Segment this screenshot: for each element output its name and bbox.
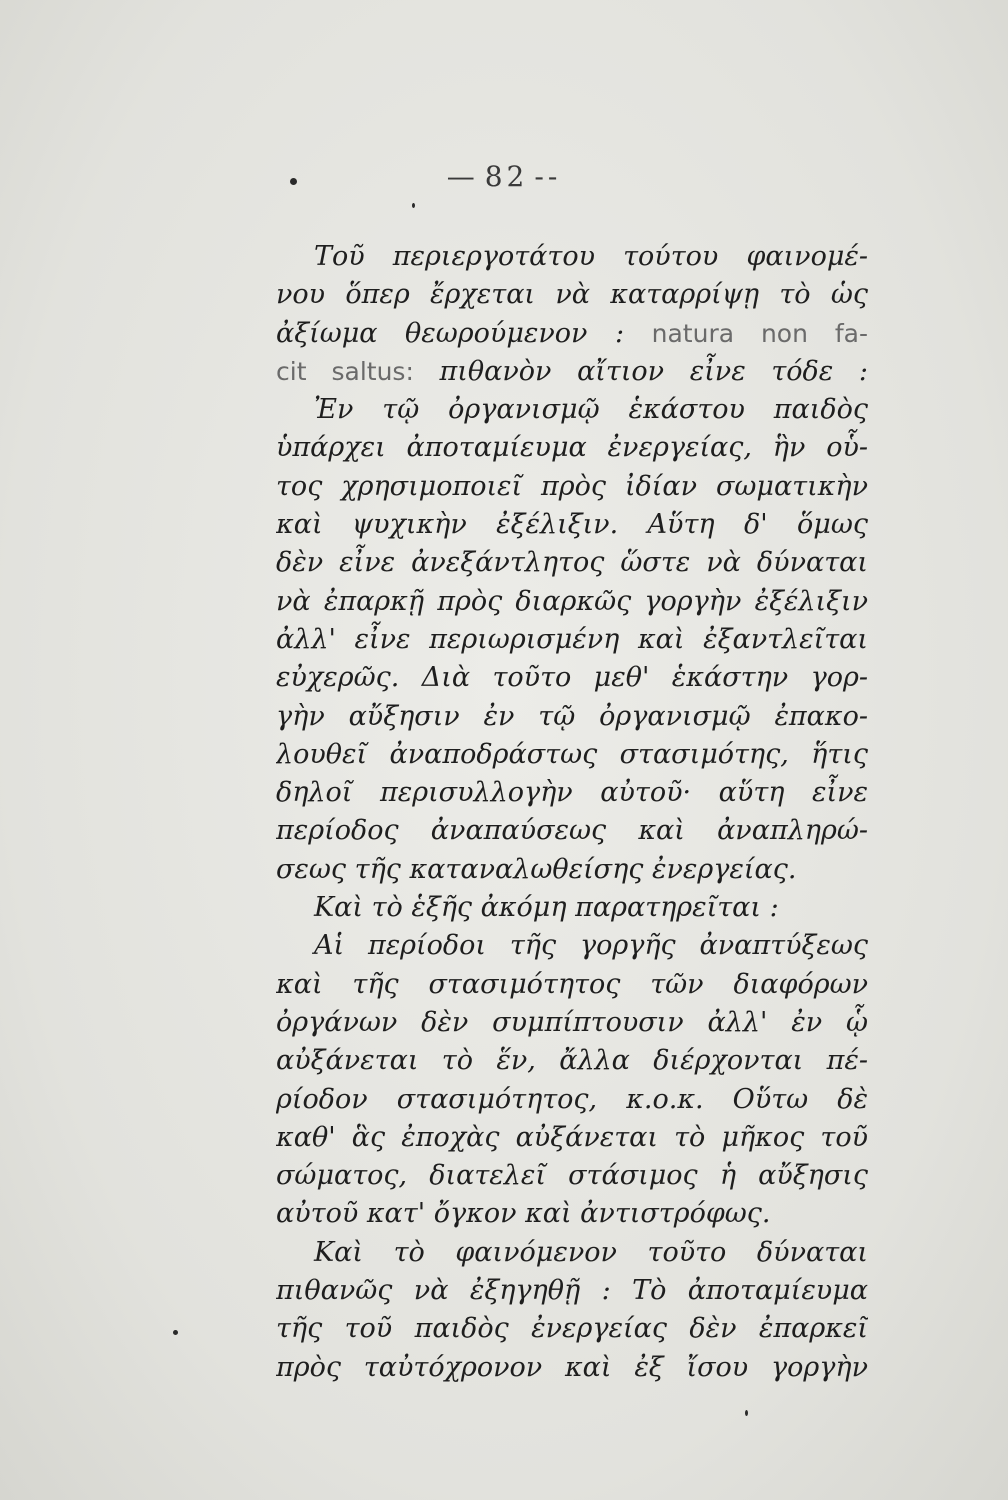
line-text: Καὶ τὸ φαινόμενον τοῦτο δύναται (314, 1236, 868, 1268)
line-text: ἀλλ' εἶνε περιωρισμένη καὶ ἐξαντλεῖται (276, 623, 868, 655)
text-line (276, 659, 868, 697)
body-text (276, 238, 868, 1387)
text-line (276, 1234, 868, 1272)
line-text: Ἐν τῷ ὀργανισμῷ ἑκάστου παιδὸς (314, 394, 868, 426)
text-line (276, 889, 868, 927)
text-line (276, 927, 868, 965)
line-text: σεως τῆς καταναλωθείσης ἐνεργείας. (276, 853, 797, 885)
line-text: πιθανῶς νὰ ἐξηγηθῇ : Τὸ ἀποταμίευμα (276, 1275, 868, 1307)
text-line (276, 1004, 868, 1042)
line-text: αὐτοῦ κατ' ὄγκον καὶ ἀντιστρόφως. (276, 1198, 771, 1230)
text-line (276, 736, 868, 774)
text-line (276, 468, 868, 506)
text-line (276, 1310, 868, 1348)
text-line (276, 621, 868, 659)
text-line (276, 1349, 868, 1387)
print-speck (290, 178, 297, 185)
line-text: Καὶ τὸ ἑξῆς ἀκόμη παρατηρεῖται : (314, 892, 779, 924)
text-line (276, 851, 868, 889)
text-line (276, 238, 868, 276)
text-line (276, 698, 868, 736)
line-text: γὴν αὔξησιν ἐν τῷ ὀργανισμῷ ἐπακο- (276, 700, 868, 732)
line-text: πιθανὸν αἴτιον εἶνε τόδε : (439, 355, 868, 387)
print-speck (412, 203, 415, 208)
line-text: Αἱ περίοδοι τῆς γοργῆς ἀναπτύξεως (314, 930, 868, 962)
line-text: περίοδος ἀναπαύσεως καὶ ἀναπληρώ- (276, 815, 868, 847)
latin-phrase: cit saltus: (276, 356, 414, 386)
text-line (276, 506, 868, 544)
text-line (276, 1157, 868, 1195)
line-text: νὰ ἐπαρκῇ πρὸς διαρκῶς γοργὴν ἐξέλιξιν (276, 585, 868, 617)
print-speck (745, 1410, 748, 1416)
line-text: δὲν εἶνε ἀνεξάντλητος ὥστε νὰ δύναται (276, 547, 868, 579)
line-text: εὐχερῶς. Διὰ τοῦτο μεθ' ἑκάστην γορ- (276, 662, 868, 694)
text-line (276, 429, 868, 467)
line-text: καὶ ψυχικὴν ἐξέλιξιν. Αὕτη δ' ὅμως (276, 509, 868, 541)
text-line (276, 1272, 868, 1310)
line-text: νου ὅπερ ἔρχεται νὰ καταρρίψῃ τὸ ὡς (276, 279, 868, 311)
page-number-value: 82 (484, 160, 529, 193)
text-line (276, 276, 868, 314)
text-line (276, 1081, 868, 1119)
line-text: καὶ τῆς στασιμότητος τῶν διαφόρων (276, 968, 868, 1000)
line-text: ὑπάρχει ἀποταμίευμα ἐνεργείας, ἣν οὗ- (276, 432, 868, 464)
text-line (276, 1195, 868, 1233)
line-text: τος χρησιμοποιεῖ πρὸς ἰδίαν σωματικὴν (276, 470, 868, 502)
line-text: ἀξίωμα θεωρούμενον : (276, 317, 625, 349)
line-text: λουθεῖ ἀναποδράστως στασιμότης, ἥτις (276, 738, 868, 770)
line-text: αὐξάνεται τὸ ἕν, ἄλλα διέρχονται πέ- (276, 1045, 868, 1077)
print-speck (173, 1330, 178, 1335)
page-number-dash-left: — (446, 160, 479, 193)
latin-phrase: natura non fa- (651, 318, 868, 348)
text-line (276, 966, 868, 1004)
text-line (276, 774, 868, 812)
line-text: Τοῦ περιεργοτάτου τούτου φαινομέ- (314, 241, 868, 272)
text-line (276, 1119, 868, 1157)
line-text: σώματος, διατελεῖ στάσιμος ἡ αὔξησις (276, 1160, 868, 1192)
line-text: πρὸς ταὐτόχρονον καὶ ἐξ ἴσου γοργὴν (276, 1351, 868, 1383)
text-line (276, 315, 868, 353)
line-text: καθ' ἃς ἐποχὰς αὐξάνεται τὸ μῆκος τοῦ (276, 1121, 868, 1153)
line-text: δηλοῖ περισυλλογὴν αὐτοῦ· αὕτη εἶνε (276, 777, 868, 809)
line-text: ὀργάνων δὲν συμπίπτουσιν ἀλλ' ἐν ᾧ (276, 1006, 868, 1038)
line-text: τῆς τοῦ παιδὸς ἐνεργείας δὲν ἐπαρκεῖ (276, 1313, 868, 1345)
page-number (0, 160, 1008, 193)
page-number-dash-right: -- (534, 160, 562, 193)
text-line (276, 1042, 868, 1080)
text-line (276, 583, 868, 621)
text-line (276, 353, 868, 391)
text-line (276, 812, 868, 850)
text-line (276, 391, 868, 429)
text-line (276, 544, 868, 582)
line-text: ρίοδον στασιμότητος, κ.ο.κ. Οὕτω δὲ (276, 1083, 868, 1115)
